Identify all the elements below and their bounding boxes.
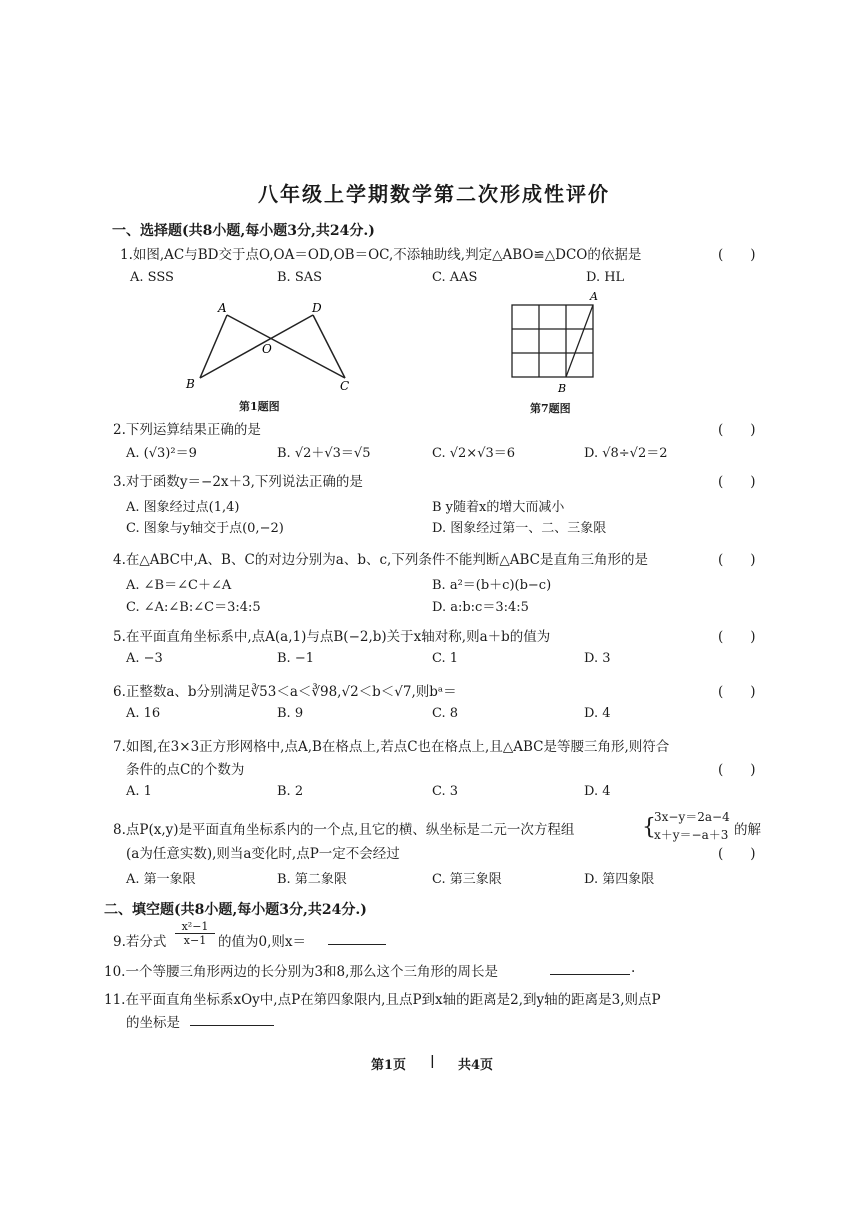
fig7-label-a: A [590,290,598,303]
figure-1-caption: 第1题图 [239,400,280,413]
q2-option-d: D. √8÷√2＝2 [584,446,668,461]
equation-2: x＋y＝−a＋3 [654,828,729,842]
equation-1: 3x−y＝2a−4 [654,810,730,824]
fraction-numerator: x²−1 [175,920,215,934]
q4-option-a: A. ∠B＝∠C＋∠A [126,578,232,593]
answer-paren: ( ) [718,422,756,438]
question-8-tail: 的解 [734,822,761,838]
fig1-label-c: C [340,379,350,393]
q1-option-a: A. SSS [130,270,174,285]
q6-option-a: A. 16 [126,706,161,721]
q5-option-c: C. 1 [432,651,459,666]
figure-7-caption: 第7题图 [530,402,571,415]
question-8-line-1: 8.点P(x,y)是平面直角坐标系内的一个点,且它的横、纵坐标是二元一次方程组 [113,822,575,838]
q1-option-c: C. AAS [432,270,478,285]
question-5-text: 5.在平面直角坐标系中,点A(a,1)与点B(−2,b)关于x轴对称,则a＋b的值为 [113,629,551,645]
q7-option-a: A. 1 [126,784,152,799]
question-9-suffix: 的值为0,则x＝ [218,934,306,950]
fraction-denominator: x−1 [183,934,207,947]
question-8-line-2: (a为任意实数),则当a变化时,点P一定不会经过 [126,846,400,862]
answer-paren: ( ) [718,474,756,490]
question-10-text: 10.一个等腰三角形两边的长分别为3和8,那么这个三角形的周长是 [104,964,498,980]
question-7-line-1: 7.如图,在3×3正方形网格中,点A,B在格点上,若点C也在格点上,且△ABC是等腰三角形,则符合 [113,739,670,755]
page-total: 共4页 [458,1058,494,1073]
fig7-label-b: B [558,382,567,395]
answer-paren: ( ) [718,552,756,568]
fraction [175,920,215,947]
q6-option-d: D. 4 [584,706,611,721]
q4-option-d: D. a:b:c＝3:4:5 [432,600,529,615]
q2-option-a: A. (√3)²＝9 [126,446,197,461]
q8-option-c: C. 第三象限 [432,872,502,887]
q2-option-b: B. √2＋√3＝√5 [277,446,371,461]
q8-option-a: A. 第一象限 [126,872,196,887]
fig1-label-o: O [262,342,272,356]
question-9-prefix: 9.若分式 [113,934,167,950]
question-2-text: 2.下列运算结果正确的是 [113,422,261,438]
q5-option-b: B. −1 [277,651,314,666]
q8-option-d: D. 第四象限 [584,872,655,887]
answer-paren: ( ) [718,762,756,778]
question-3-text: 3.对于函数y＝−2x＋3,下列说法正确的是 [113,474,363,490]
page-title: 八年级上学期数学第二次形成性评价 [258,182,610,206]
q8-option-b: B. 第二象限 [277,872,347,887]
question-10-end: . [631,960,636,976]
q3-option-c: C. 图象与y轴交于点(0,−2) [126,521,284,536]
q7-option-d: D. 4 [584,784,611,799]
page-number: 第1页 [371,1058,407,1073]
question-4-text: 4.在△ABC中,A、B、C的对边分别为a、b、c,下列条件不能判断△ABC是直角三角形的是 [113,552,648,568]
q6-option-b: B. 9 [277,706,304,721]
answer-paren: ( ) [718,684,756,700]
answer-blank[interactable] [328,930,386,945]
answer-blank[interactable] [190,1011,274,1026]
q1-option-b: B. SAS [277,270,323,285]
fig1-label-a: A [218,301,227,315]
q3-option-d: D. 图象经过第一、二、三象限 [432,521,607,536]
question-11-line-1: 11.在平面直角坐标系xOy中,点P在第四象限内,且点P到x轴的距离是2,到y轴的距离是3,则点P [104,992,661,1008]
q3-option-b: B y随着x的增大而减小 [432,500,565,515]
answer-paren: ( ) [718,629,756,645]
q1-option-d: D. HL [586,270,625,285]
answer-blank[interactable] [550,960,630,975]
answer-paren: ( ) [718,247,756,263]
question-7-line-2: 条件的点C的个数为 [126,762,245,778]
fig1-label-d: D [312,301,322,315]
answer-paren: ( ) [718,846,756,862]
section-choice-heading: 一、选择题(共8小题,每小题3分,共24分.) [112,223,375,239]
footer-separator: | [430,1054,435,1069]
section-fill-heading: 二、填空题(共8小题,每小题3分,共24分.) [104,902,367,918]
fig1-label-b: B [186,377,195,391]
equation-system-brace: { [642,815,656,840]
question-6-text: 6.正整数a、b分别满足∛53＜a＜∛98,√2＜b＜√7,则bᵃ＝ [113,684,457,700]
q4-option-b: B. a²＝(b＋c)(b−c) [432,578,552,593]
q2-option-c: C. √2×√3＝6 [432,446,516,461]
q6-option-c: C. 8 [432,706,459,721]
figure-7-grid [500,288,610,398]
question-11-line-2: 的坐标是 [126,1015,180,1031]
q5-option-d: D. 3 [584,651,611,666]
q3-option-a: A. 图象经过点(1,4) [126,500,240,515]
q5-option-a: A. −3 [126,651,163,666]
q4-option-c: C. ∠A:∠B:∠C＝3:4:5 [126,600,261,615]
q7-option-c: C. 3 [432,784,459,799]
figure-1-triangles [180,298,360,398]
question-1-text: 1.如图,AC与BD交于点O,OA＝OD,OB＝OC,不添轴助线,判定△ABO≌△DCO的依据是 [120,247,642,263]
q7-option-b: B. 2 [277,784,304,799]
